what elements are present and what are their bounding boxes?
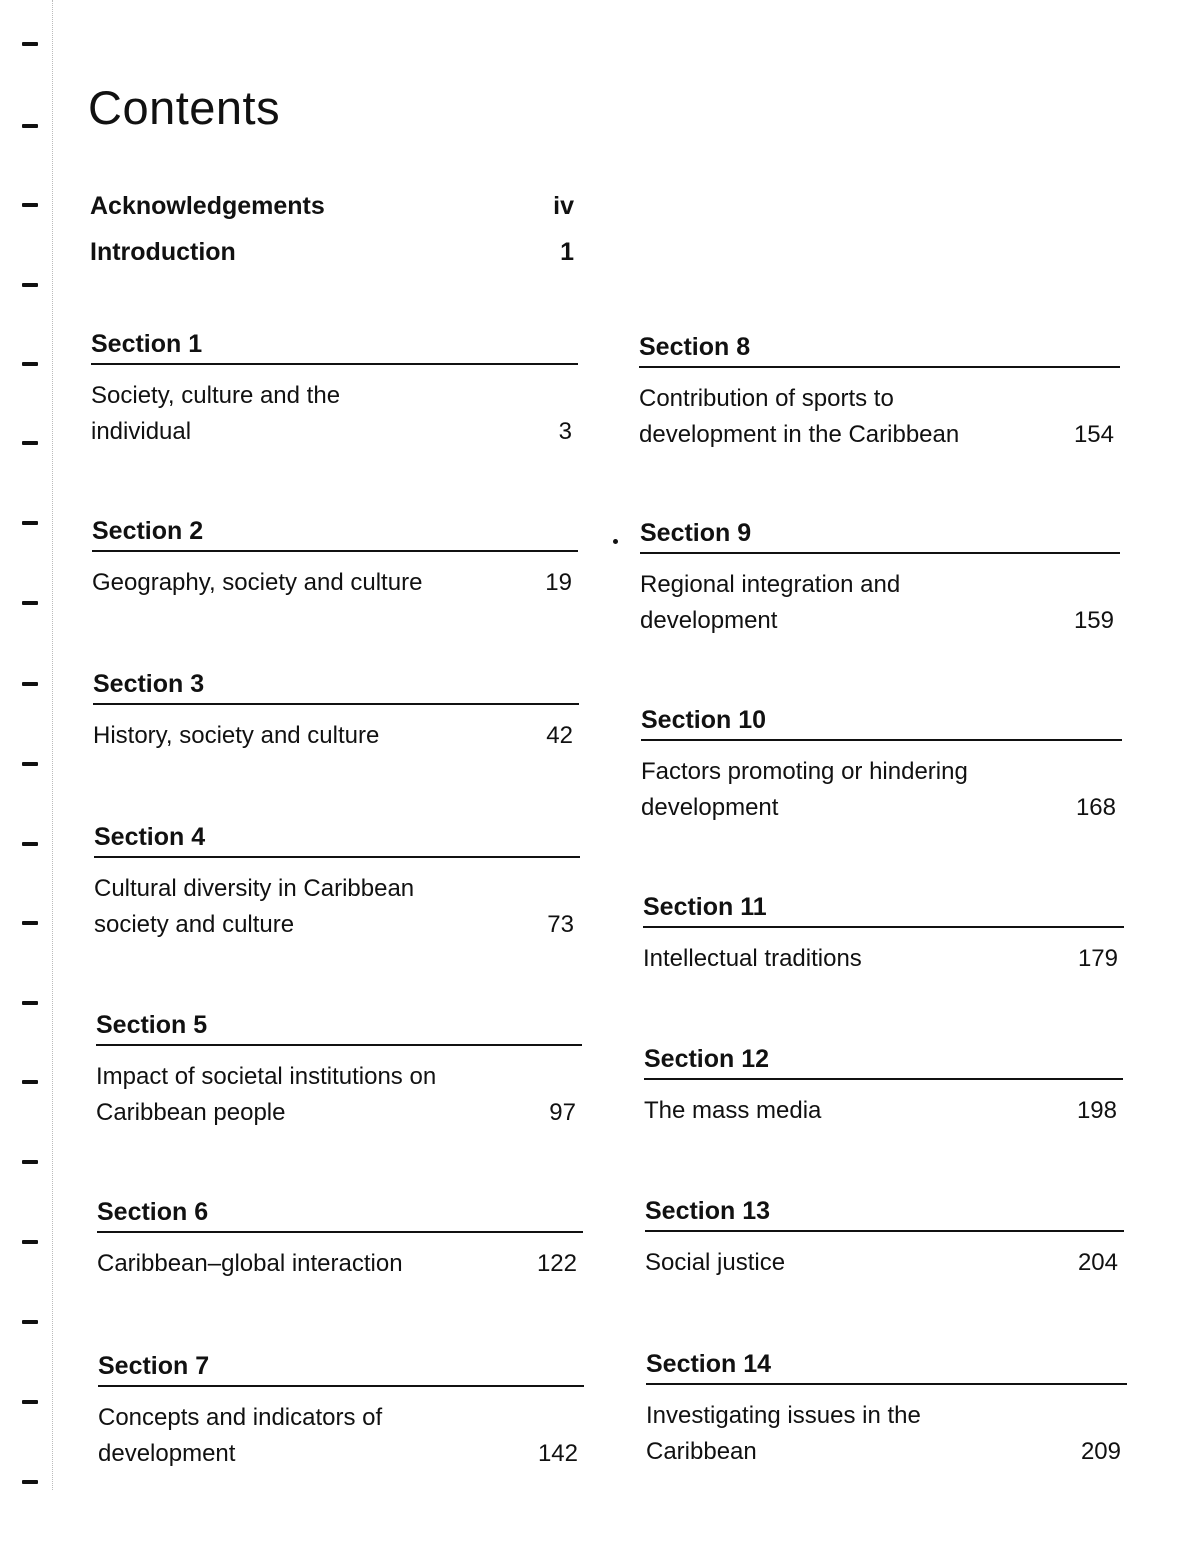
section-title: Intellectual traditions <box>643 945 862 972</box>
page-number: 168 <box>1075 794 1116 821</box>
toc-section-9[interactable] <box>640 519 1120 639</box>
section-rule <box>94 856 580 858</box>
section-title: Society, culture and the individual <box>91 382 341 445</box>
scan-mark <box>22 762 38 766</box>
section-title: Geography, society and culture <box>92 569 423 596</box>
section-heading: Section 10 <box>641 706 767 734</box>
section-rule <box>91 363 578 365</box>
toc-section-12[interactable] <box>644 1045 1123 1129</box>
toc-entry-introduction[interactable] <box>90 238 578 267</box>
toc-section-14[interactable] <box>646 1350 1127 1470</box>
section-heading: Section 1 <box>91 330 203 358</box>
scan-mark <box>22 1160 38 1164</box>
scan-mark <box>22 842 38 846</box>
toc-section-6[interactable] <box>97 1198 583 1282</box>
scan-mark <box>22 682 38 686</box>
section-rule <box>96 1044 582 1046</box>
section-heading: Section 6 <box>97 1198 209 1226</box>
section-title: Impact of societal institutions on Caribbean people <box>96 1063 437 1126</box>
section-title: Investigating issues in the Caribbean <box>646 1402 921 1465</box>
page-number: 42 <box>546 722 573 749</box>
section-heading: Section 7 <box>98 1352 210 1380</box>
page-number: 159 <box>1073 607 1114 634</box>
scan-mark <box>22 124 38 128</box>
toc-section-2[interactable] <box>92 517 578 601</box>
scan-mark <box>22 1080 38 1084</box>
section-title: The mass media <box>644 1097 822 1124</box>
scan-mark <box>22 441 38 445</box>
section-heading: Section 9 <box>640 519 752 547</box>
toc-entry-acknowledgements[interactable] <box>90 192 578 221</box>
section-title: History, society and culture <box>93 722 380 749</box>
section-rule <box>645 1230 1124 1232</box>
toc-section-5[interactable] <box>96 1011 582 1131</box>
page-number: 179 <box>1077 945 1118 972</box>
page-number: 209 <box>1080 1438 1121 1465</box>
section-rule <box>640 552 1120 554</box>
section-title: Factors promoting or hindering development <box>641 758 968 821</box>
page-number: 142 <box>537 1440 578 1467</box>
section-rule <box>643 926 1124 928</box>
section-rule <box>646 1383 1127 1385</box>
scan-mark <box>22 1240 38 1244</box>
section-heading: Section 13 <box>645 1197 771 1225</box>
scan-mark <box>22 283 38 287</box>
toc-section-3[interactable] <box>93 670 579 754</box>
scan-mark <box>22 1001 38 1005</box>
section-rule <box>98 1385 584 1387</box>
section-heading: Section 12 <box>644 1045 770 1073</box>
scan-margin-line <box>52 0 53 1490</box>
section-rule <box>97 1231 583 1233</box>
section-rule <box>639 366 1120 368</box>
section-heading: Section 11 <box>643 893 767 921</box>
page-title: Contents <box>88 81 281 134</box>
toc-section-10[interactable] <box>641 706 1122 826</box>
toc-section-1[interactable] <box>91 330 578 450</box>
page-number: 73 <box>547 911 574 938</box>
page-number: 122 <box>536 1250 577 1277</box>
section-rule <box>92 550 578 552</box>
section-title: Concepts and indicators of development <box>98 1404 383 1467</box>
page-number: 198 <box>1076 1097 1117 1124</box>
section-title: Cultural diversity in Caribbean society and culture <box>94 875 415 938</box>
toc-section-8[interactable] <box>639 333 1120 453</box>
scan-mark <box>22 1480 38 1484</box>
section-heading: Section 2 <box>92 517 204 545</box>
section-heading: Section 14 <box>646 1350 772 1378</box>
scan-mark <box>22 521 38 525</box>
section-rule <box>644 1078 1123 1080</box>
toc-section-13[interactable] <box>645 1197 1124 1281</box>
section-title: Regional integration and development <box>640 571 901 634</box>
scan-mark <box>22 1320 38 1324</box>
page-number: iv <box>553 192 574 220</box>
page-number: 204 <box>1077 1249 1118 1276</box>
toc-section-4[interactable] <box>94 823 580 943</box>
section-rule <box>641 739 1122 741</box>
toc-section-7[interactable] <box>98 1352 584 1472</box>
page-number: 97 <box>549 1099 576 1126</box>
section-title: Social justice <box>645 1249 786 1276</box>
scan-dot <box>613 539 618 544</box>
scan-mark <box>22 42 38 46</box>
page-number: 1 <box>560 238 574 266</box>
page-number: 3 <box>558 418 572 445</box>
scan-mark <box>22 203 38 207</box>
section-heading: Section 5 <box>96 1011 208 1039</box>
toc-section-11[interactable] <box>643 893 1124 977</box>
scan-mark <box>22 1400 38 1404</box>
entry-label: Introduction <box>90 238 236 266</box>
section-rule <box>93 703 579 705</box>
page-number: 154 <box>1073 421 1114 448</box>
scan-mark <box>22 362 38 366</box>
page-number: 19 <box>545 569 572 596</box>
section-title: Caribbean–global interaction <box>97 1250 403 1277</box>
section-heading: Section 3 <box>93 670 205 698</box>
entry-label: Acknowledgements <box>90 192 325 220</box>
section-heading: Section 4 <box>94 823 206 851</box>
section-heading: Section 8 <box>639 333 751 361</box>
section-title: Contribution of sports to development in the Caribbean <box>639 385 960 448</box>
scan-mark <box>22 601 38 605</box>
scan-mark <box>22 921 38 925</box>
